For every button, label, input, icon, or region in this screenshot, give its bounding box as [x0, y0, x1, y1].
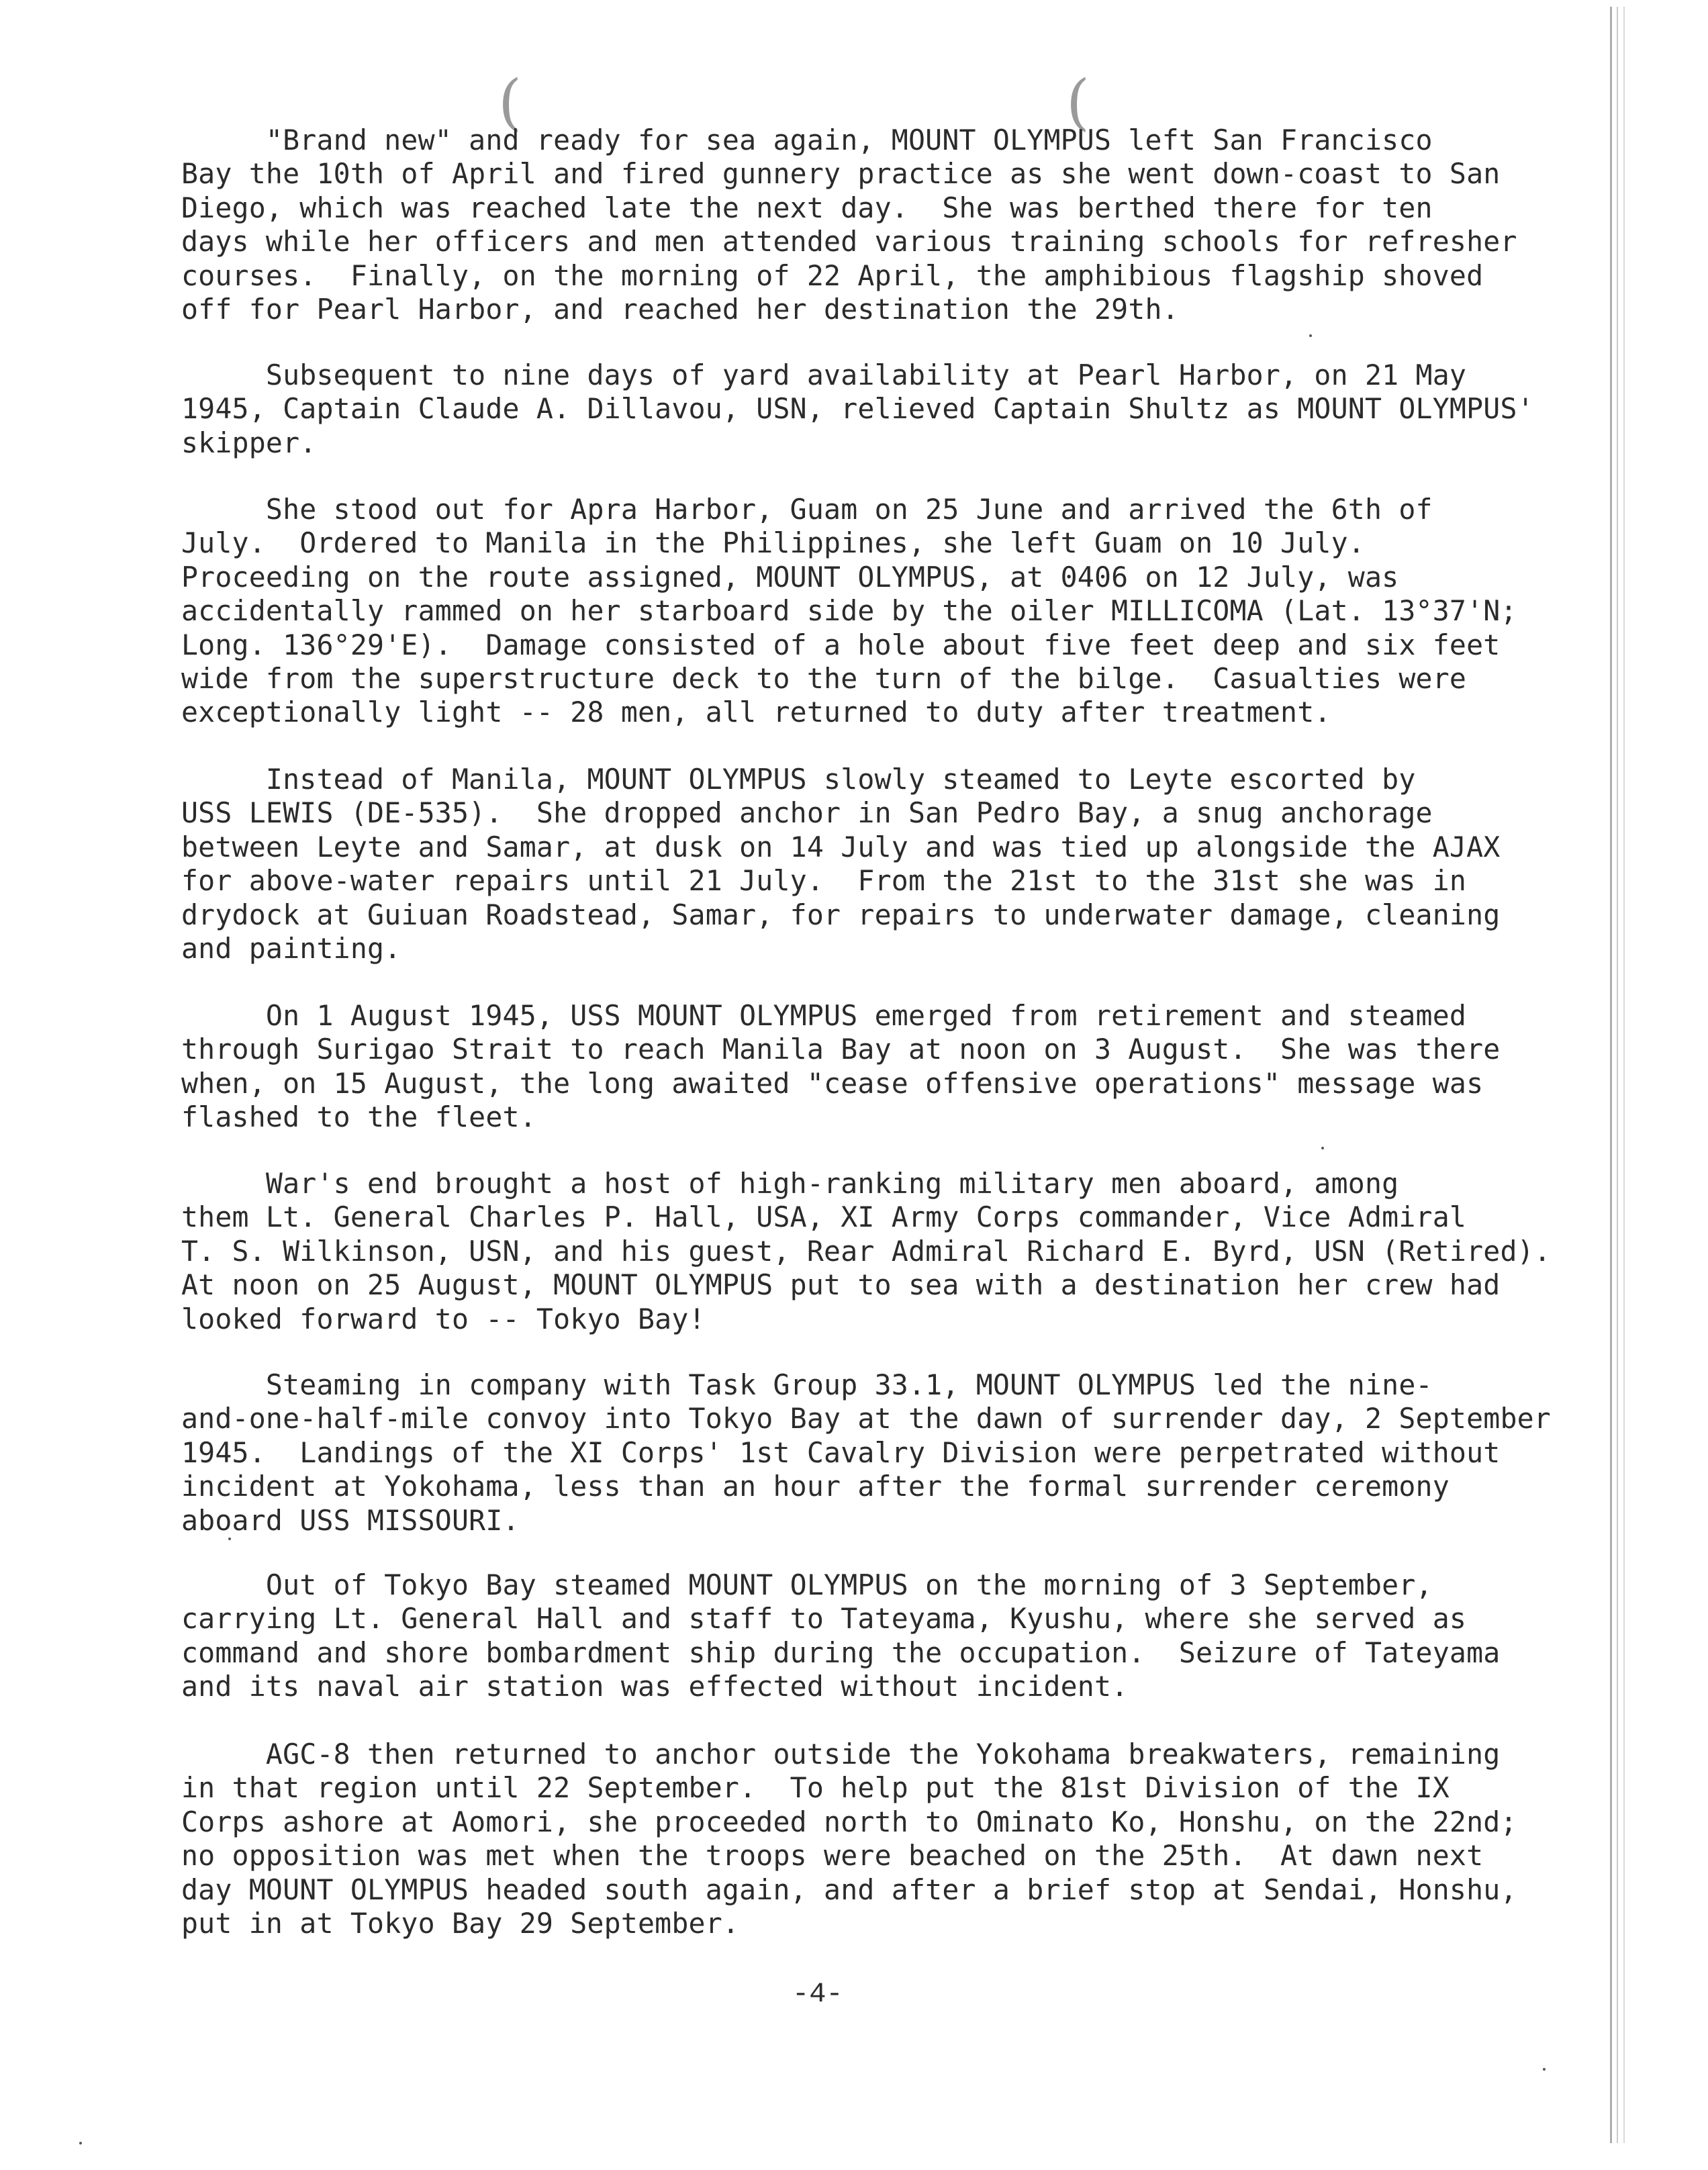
paragraph-6 [181, 1167, 1578, 1336]
paragraph-9 [181, 1738, 1578, 1940]
text-line: Subsequent to nine days of yard availability at Pearl Harbor, on 21 May [181, 359, 1467, 391]
text-line: drydock at Guiuan Roadstead, Samar, for repairs to underwater damage, cleaning [181, 898, 1501, 931]
text-line: put in at Tokyo Bay 29 September. [181, 1907, 740, 1940]
text-line: "Brand new" and ready for sea again, MOUNT OLYMPUS left San Francisco [181, 124, 1433, 156]
text-line: and painting. [181, 932, 401, 965]
text-line: T. S. Wilkinson, USN, and his guest, Rear Admiral Richard E. Byrd, USN (Retired). [181, 1234, 1551, 1268]
text-line: between Leyte and Samar, at dusk on 14 July and was tied up alongside the AJAX [181, 830, 1501, 863]
text-line: She stood out for Apra Harbor, Guam on 25 June and arrived the 6th of [181, 493, 1433, 526]
paragraph-3 [181, 493, 1578, 730]
text-line: for above-water repairs until 21 July. From the 21st to the 31st she was in [181, 864, 1467, 898]
text-line: 1945. Landings of the XI Corps' 1st Cavalry Division were perpetrated without [181, 1435, 1501, 1469]
paragraph-1 [181, 124, 1578, 326]
text-line: Corps ashore at Aomori, she proceeded north to Ominato Ko, Honshu, on the 22nd; [181, 1805, 1517, 1838]
text-line: wide from the superstructure deck to the turn of the bilge. Casualties were [181, 662, 1467, 696]
paragraph-8 [181, 1568, 1578, 1704]
text-line: Instead of Manila, MOUNT OLYMPUS slowly steamed to Leyte escorted by [181, 763, 1416, 796]
text-line: accidentally rammed on her starboard side by the oiler MILLICOMA (Lat. 13°37'N; [181, 594, 1517, 628]
binder-edge-line [1610, 7, 1612, 2143]
text-line: July. Ordered to Manila in the Philippines, she left Guam on 10 July. [181, 526, 1365, 560]
paper-speck [1309, 334, 1312, 337]
page-number: -4- [792, 1978, 843, 2010]
text-line: when, on 15 August, the long awaited "cease offensive operations" message was [181, 1066, 1484, 1100]
paragraph-7 [181, 1368, 1578, 1538]
text-line: Out of Tokyo Bay steamed MOUNT OLYMPUS on the morning of 3 September, [181, 1568, 1433, 1601]
text-line: At noon on 25 August, MOUNT OLYMPUS put to sea with a destination her crew had [181, 1268, 1501, 1302]
paragraph-2 [181, 359, 1578, 460]
text-line: through Surigao Strait to reach Manila Bay at noon on 3 August. She was there [181, 1033, 1501, 1066]
text-line: flashed to the fleet. [181, 1100, 536, 1134]
paper-speck [79, 2142, 82, 2144]
text-line: USS LEWIS (DE-535). She dropped anchor in San Pedro Bay, a snug anchorage [181, 796, 1433, 830]
paper-speck [228, 1538, 231, 1540]
paper-speck [1321, 1147, 1324, 1149]
text-line: courses. Finally, on the morning of 22 April, the amphibious flagship shoved [181, 258, 1484, 292]
binder-edge-line [1617, 7, 1618, 2143]
text-line: AGC-8 then returned to anchor outside the Yokohama breakwaters, remaining [181, 1738, 1501, 1771]
text-line: and-one-half-mile convoy into Tokyo Bay at the dawn of surrender day, 2 September [181, 1402, 1551, 1435]
punch-hole-mark: ( [498, 67, 522, 138]
text-line: Bay the 10th of April and fired gunnery practice as she went down-coast to San [181, 157, 1501, 191]
text-line: Diego, which was reached late the next day. She was berthed there for ten [181, 191, 1433, 224]
binder-edge-line [1623, 7, 1625, 2143]
text-line: aboard USS MISSOURI. [181, 1503, 520, 1537]
text-line: 1945, Captain Claude A. Dillavou, USN, relieved Captain Shultz as MOUNT OLYMPUS' [181, 392, 1534, 426]
text-line: skipper. [181, 426, 317, 459]
text-line: looked forward to -- Tokyo Bay! [181, 1302, 706, 1335]
text-line: them Lt. General Charles P. Hall, USA, XI Army Corps commander, Vice Admiral [181, 1200, 1467, 1234]
paragraph-5 [181, 999, 1578, 1135]
paper-speck [1543, 2068, 1546, 2071]
text-line: day MOUNT OLYMPUS headed south again, and after a brief stop at Sendai, Honshu, [181, 1873, 1517, 1906]
text-line: War's end brought a host of high-ranking military men aboard, among [181, 1167, 1399, 1200]
paragraph-4 [181, 763, 1578, 965]
text-line: days while her officers and men attended various training schools for refresher [181, 225, 1517, 258]
text-line: Proceeding on the route assigned, MOUNT OLYMPUS, at 0406 on 12 July, was [181, 560, 1399, 594]
text-line: carrying Lt. General Hall and staff to Tateyama, Kyushu, where she served as [181, 1602, 1467, 1636]
text-line: command and shore bombardment ship during the occupation. Seizure of Tateyama [181, 1636, 1501, 1669]
text-line: and its naval air station was effected without incident. [181, 1670, 1129, 1703]
punch-hole-mark: ( [1066, 67, 1090, 138]
text-line: exceptionally light -- 28 men, all returned to duty after treatment. [181, 696, 1331, 729]
text-line: Long. 136°29'E). Damage consisted of a hole about five feet deep and six feet [181, 628, 1501, 661]
text-line: in that region until 22 September. To help put the 81st Division of the IX [181, 1771, 1450, 1805]
text-line: Steaming in company with Task Group 33.1, MOUNT OLYMPUS led the nine- [181, 1368, 1433, 1401]
text-line: On 1 August 1945, USS MOUNT OLYMPUS emerged from retirement and steamed [181, 999, 1467, 1032]
text-line: no opposition was met when the troops were beached on the 25th. At dawn next [181, 1839, 1484, 1873]
text-line: off for Pearl Harbor, and reached her destination the 29th. [181, 293, 1179, 326]
text-line: incident at Yokohama, less than an hour after the formal surrender ceremony [181, 1470, 1450, 1503]
